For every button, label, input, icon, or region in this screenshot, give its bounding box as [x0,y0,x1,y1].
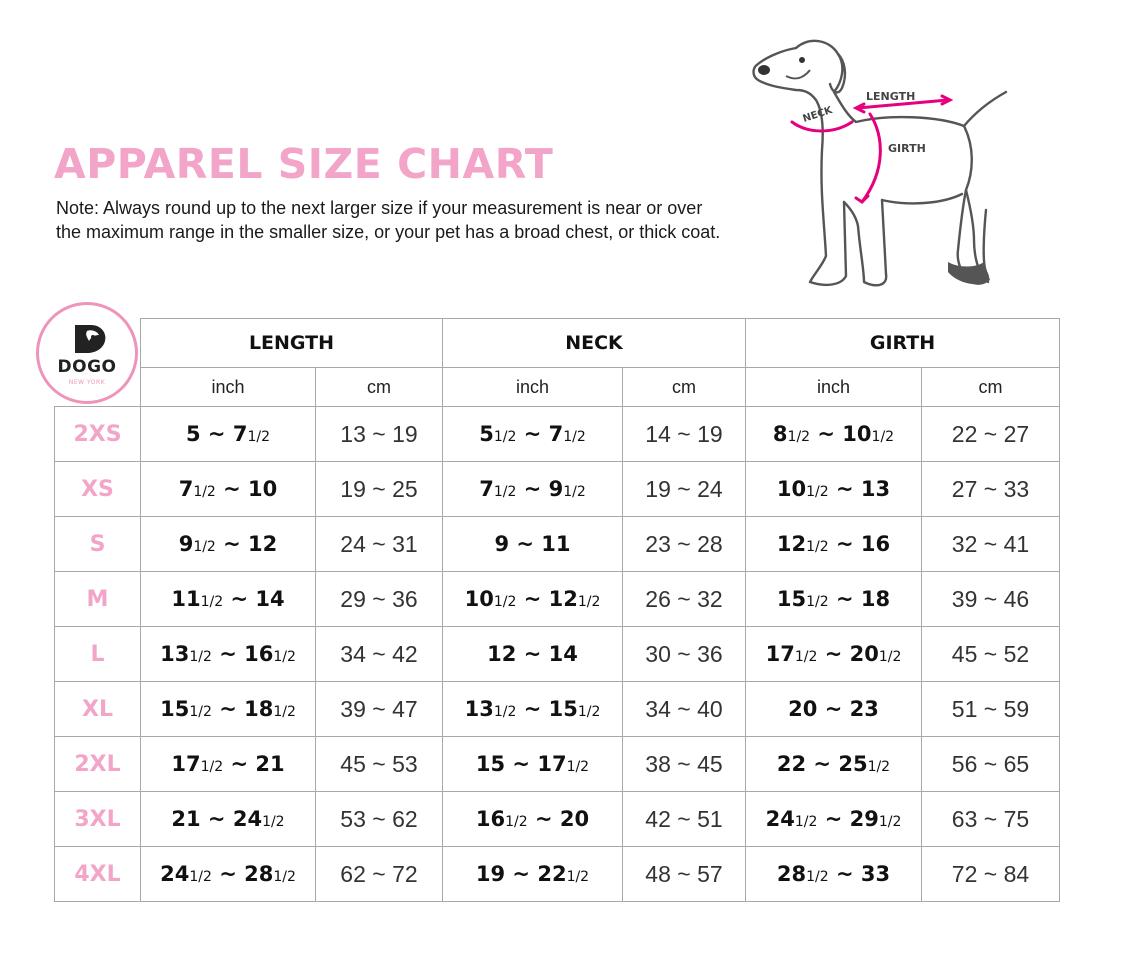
size-note: Note: Always round up to the next larger size if your measurement is near or over the maximum range in the smaller size, or your pet has a broad chest, or thick coat. [56,198,721,242]
cm-cell: 30 ~ 36 [623,627,746,682]
inch-cell: 19 ~ 221/2 [443,847,623,902]
cm-cell: 51 ~ 59 [922,682,1060,737]
inch-cell: 111/2 ~ 14 [141,572,316,627]
cm-cell: 39 ~ 46 [922,572,1060,627]
group-header-girth: GIRTH [746,319,1060,368]
table-row [55,572,1060,627]
table-row [55,462,1060,517]
inch-cell: 15 ~ 171/2 [443,737,623,792]
cm-cell: 62 ~ 72 [316,847,443,902]
page-title: APPAREL SIZE CHART [54,140,554,188]
cm-cell: 42 ~ 51 [623,792,746,847]
table-row [55,682,1060,737]
inch-cell: 101/2 ~ 121/2 [443,572,623,627]
cm-cell: 34 ~ 40 [623,682,746,737]
cm-cell: 29 ~ 36 [316,572,443,627]
inch-cell: 71/2 ~ 91/2 [443,462,623,517]
group-header-length: LENGTH [141,319,443,368]
unit-header: cm [623,368,746,407]
unit-header: inch [443,368,623,407]
cm-cell: 56 ~ 65 [922,737,1060,792]
size-label: XS [55,462,141,517]
inch-cell: 71/2 ~ 10 [141,462,316,517]
inch-cell: 151/2 ~ 18 [746,572,922,627]
inch-cell: 22 ~ 251/2 [746,737,922,792]
cm-cell: 34 ~ 42 [316,627,443,682]
inch-cell: 5 ~ 71/2 [141,407,316,462]
brand-sub: NEW YORK [68,379,106,386]
girth-label: GIRTH [888,142,926,155]
cm-cell: 19 ~ 24 [623,462,746,517]
cm-cell: 19 ~ 25 [316,462,443,517]
table-row [55,407,1060,462]
cm-cell: 13 ~ 19 [316,407,443,462]
group-header-neck: NECK [443,319,746,368]
inch-cell: 151/2 ~ 181/2 [141,682,316,737]
cm-cell: 27 ~ 33 [922,462,1060,517]
inch-cell: 171/2 ~ 201/2 [746,627,922,682]
cm-cell: 32 ~ 41 [922,517,1060,572]
brand-name: DOGO [57,357,117,377]
inch-cell: 131/2 ~ 151/2 [443,682,623,737]
table-row [55,847,1060,902]
inch-cell: 281/2 ~ 33 [746,847,922,902]
inch-cell: 9 ~ 11 [443,517,623,572]
inch-cell: 161/2 ~ 20 [443,792,623,847]
cm-cell: 26 ~ 32 [623,572,746,627]
cm-cell: 45 ~ 53 [316,737,443,792]
size-label: 2XS [55,407,141,462]
size-label: S [55,517,141,572]
inch-cell: 241/2 ~ 281/2 [141,847,316,902]
unit-header: cm [316,368,443,407]
table-row [55,737,1060,792]
table-row [55,792,1060,847]
inch-cell: 12 ~ 14 [443,627,623,682]
unit-header: inch [141,368,316,407]
cm-cell: 22 ~ 27 [922,407,1060,462]
table-row [55,517,1060,572]
inch-cell: 51/2 ~ 71/2 [443,407,623,462]
cm-cell: 53 ~ 62 [316,792,443,847]
unit-header: cm [922,368,1060,407]
cm-cell: 63 ~ 75 [922,792,1060,847]
inch-cell: 20 ~ 23 [746,682,922,737]
inch-cell: 101/2 ~ 13 [746,462,922,517]
inch-cell: 81/2 ~ 101/2 [746,407,922,462]
brand-logo [36,302,138,404]
inch-cell: 121/2 ~ 16 [746,517,922,572]
cm-cell: 38 ~ 45 [623,737,746,792]
inch-cell: 241/2 ~ 291/2 [746,792,922,847]
inch-cell: 171/2 ~ 21 [141,737,316,792]
size-label: L [55,627,141,682]
size-label: 2XL [55,737,141,792]
cm-cell: 14 ~ 19 [623,407,746,462]
cm-cell: 72 ~ 84 [922,847,1060,902]
size-label: 4XL [55,847,141,902]
size-label: XL [55,682,141,737]
unit-header: inch [746,368,922,407]
size-table [54,318,1060,902]
cm-cell: 48 ~ 57 [623,847,746,902]
cm-cell: 39 ~ 47 [316,682,443,737]
cm-cell: 24 ~ 31 [316,517,443,572]
inch-cell: 21 ~ 241/2 [141,792,316,847]
length-label: LENGTH [866,90,916,103]
cm-cell: 45 ~ 52 [922,627,1060,682]
inch-cell: 131/2 ~ 161/2 [141,627,316,682]
size-label: M [55,572,141,627]
dog-measurement-diagram [738,30,1038,300]
cm-cell: 23 ~ 28 [623,517,746,572]
table-row [55,627,1060,682]
neck-label: NECK [801,105,834,125]
inch-cell: 91/2 ~ 12 [141,517,316,572]
size-label: 3XL [55,792,141,847]
dog-logo-icon [69,319,109,357]
